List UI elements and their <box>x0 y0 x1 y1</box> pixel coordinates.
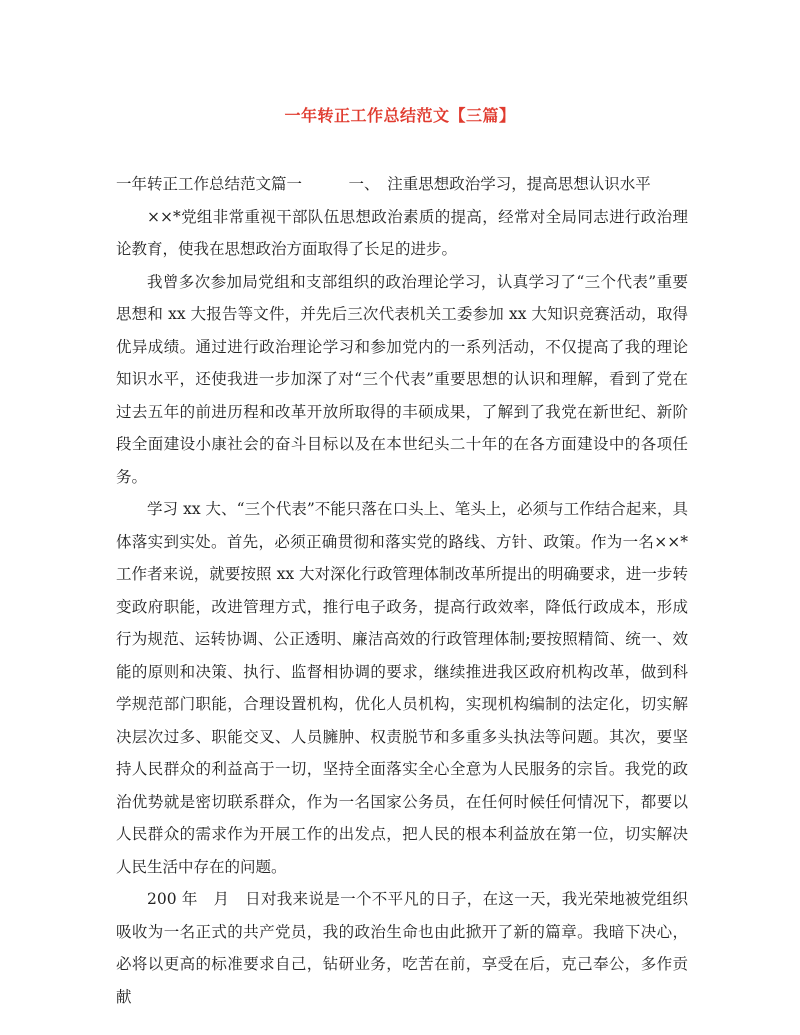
section-heading-line: 一年转正工作总结范文篇一 一、 注重思想政治学习，提高思想认识水平 <box>116 175 651 193</box>
document-body <box>116 168 688 1013</box>
body-paragraph: 我曾多次参加局党组和支部组织的政治理论学习，认真学习了“三个代表”重要思想和 xx 大报告等文件，并先后三次代表机关工委参加 xx 大知识竞赛活动，取得优异成绩。通过进行政治理论学习和参加党内的一系列活动，不仅提高了我的理论知识水平，还使我进一步加深了对“三个代表”重要思想的认识和理解，看到了党在过去五年的前进历程和改革开放所取得的丰硕成果，了解到了我党在新世纪、新阶段全面建设小康社会的奋斗目标以及在本世纪头二十年的在各方面建设中的各项任务。 <box>116 272 688 486</box>
body-paragraph: 200 年 月 日对我来说是一个不平凡的日子，在这一天，我光荣地被党组织吸收为一名正式的共产党员，我的政治生命也由此掀开了新的篇章。我暗下决心，必将以更高的标准要求自己，钻研业务，吃苦在前，享受在后，克己奉公，多作贡献 <box>116 890 688 1006</box>
body-paragraph: 学习 xx 大、“三个代表”不能只落在口头上、笔头上，必须与工作结合起来，具体落实到实处。首先，必须正确贯彻和落实党的路线、方针、政策。作为一名××*工作者来说，就要按照 xx 大对深化行政管理体制改革所提出的明确要求，进一步转变政府职能，改进管理方式，推行电子政务，提高行政效率，降低行政成本，形成行为规范、运转协调、公正透明、廉洁高效的行政管理体制;要按照精简、统一、效能的原则和决策、执行、监督相协调的要求，继续推进我区政府机构改革，做到科学规范部门职能，合理设置机构，优化人员机构，实现机构编制的法定化，切实解决层次过多、职能交叉、人员臃肿、权责脱节和多重多头执法等问题。其次，要坚持人民群众的利益高于一切，坚持全面落实全心全意为人民服务的宗旨。我党的政治优势就是密切联系群众，作为一名国家公务员，在任何时候任何情况下，都要以人民群众的需求作为开展工作的出发点，把人民的根本利益放在第一位，切实解决人民生活中存在的问题。 <box>116 500 688 876</box>
document-title: 一年转正工作总结范文【三篇】 <box>284 106 516 125</box>
body-paragraph: ××*党组非常重视干部队伍思想政治素质的提高，经常对全局同志进行政治理论教育，使我在思想政治方面取得了长足的进步。 <box>116 207 688 258</box>
